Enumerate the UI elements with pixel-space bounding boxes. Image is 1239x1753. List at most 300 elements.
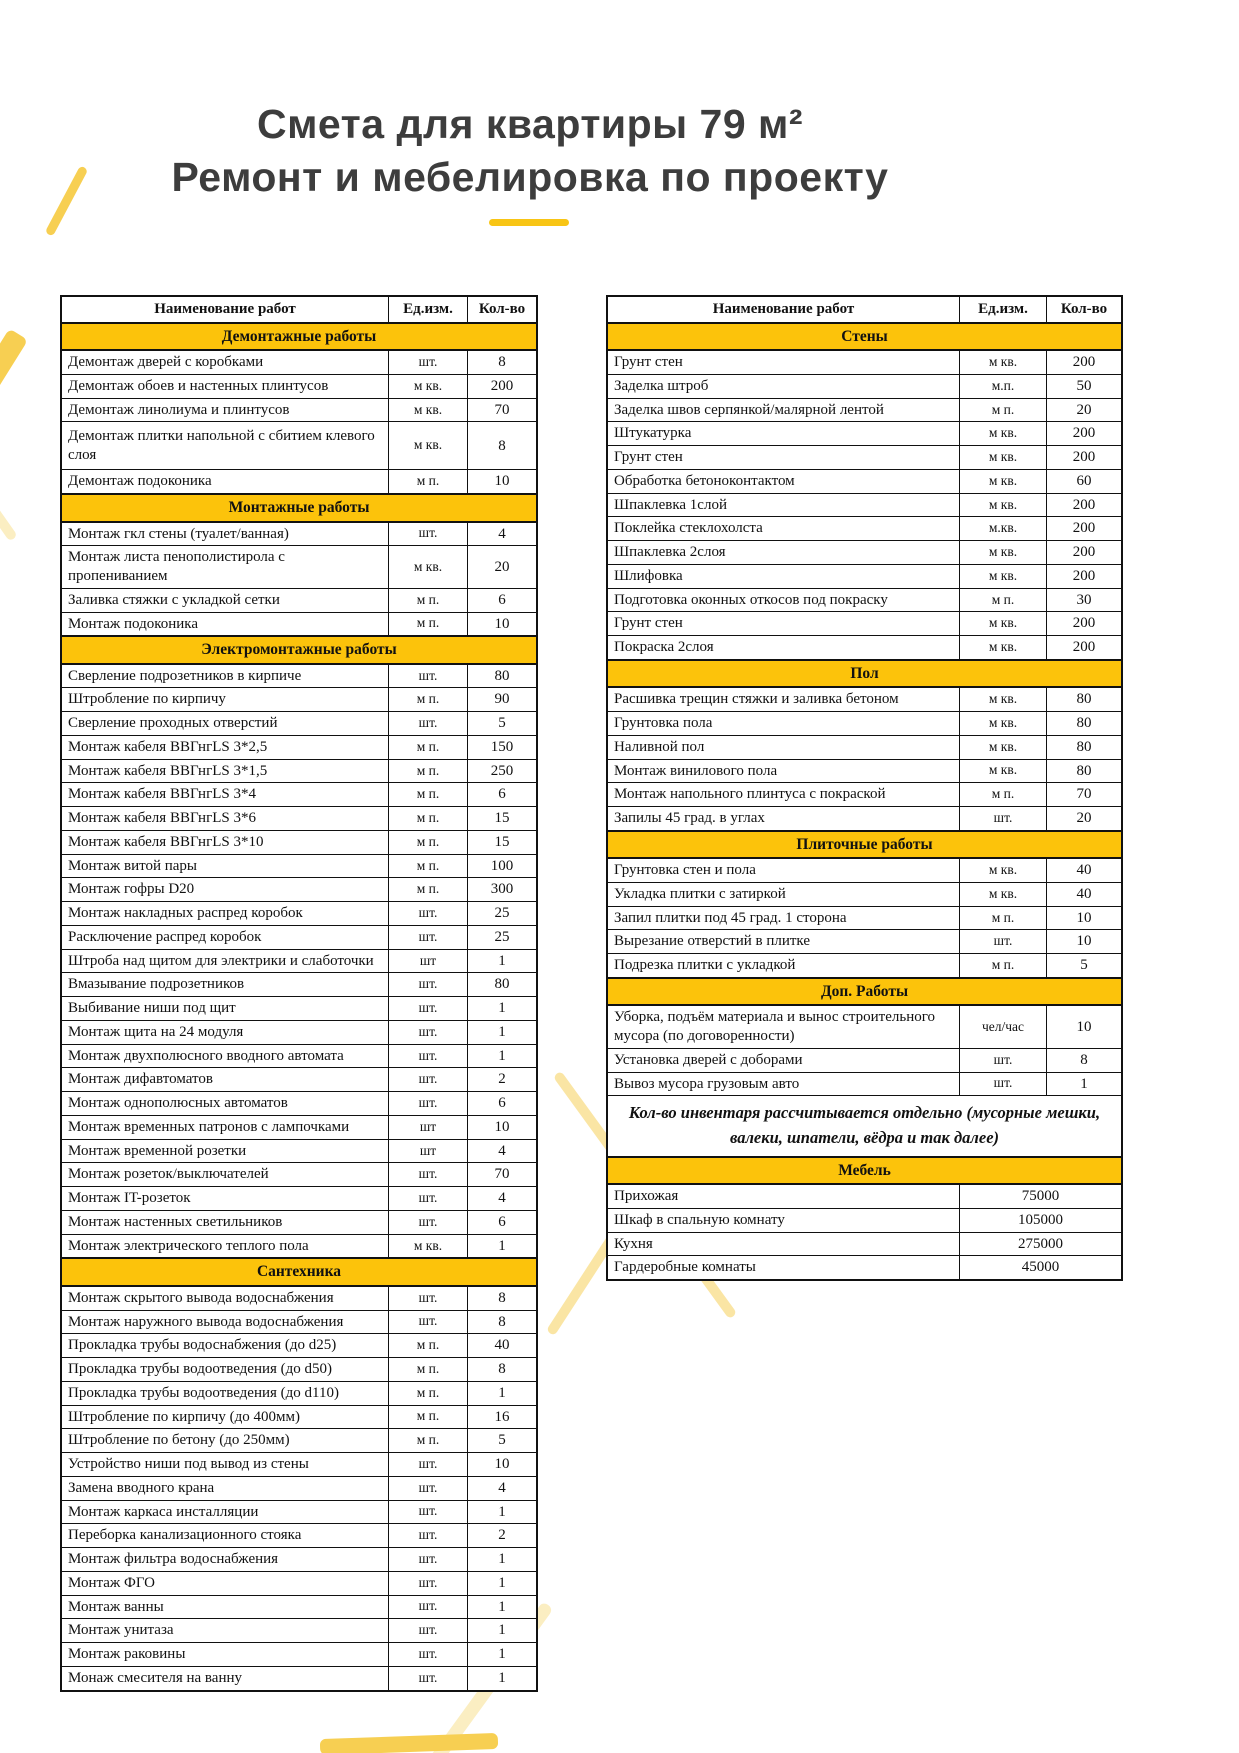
section-header: Монтажные работы: [61, 494, 537, 521]
qty-cell: 1: [468, 1643, 538, 1667]
table-row: [61, 1187, 537, 1211]
unit-cell: шт.: [389, 1453, 468, 1477]
column-header-name: Наименование работ: [61, 296, 389, 323]
table-row: [61, 759, 537, 783]
qty-cell: 8: [468, 1310, 538, 1334]
unit-cell: м кв.: [389, 398, 468, 422]
qty-cell: 8: [1047, 1048, 1123, 1072]
table-row: [61, 925, 537, 949]
unit-cell: шт.: [389, 1548, 468, 1572]
table-row: [61, 735, 537, 759]
unit-cell: шт.: [389, 1595, 468, 1619]
unit-cell: шт.: [389, 1163, 468, 1187]
unit-cell: м п.: [389, 1405, 468, 1429]
section-row: [607, 660, 1122, 687]
table-row: [607, 612, 1122, 636]
work-name-cell: Грунт стен: [607, 446, 960, 470]
unit-cell: м кв.: [960, 541, 1047, 565]
work-name-cell: Монтаж гофры D20: [61, 878, 389, 902]
unit-cell: шт.: [389, 1476, 468, 1500]
unit-cell: шт.: [389, 902, 468, 926]
table-row: [61, 783, 537, 807]
unit-cell: шт.: [389, 925, 468, 949]
qty-cell: 6: [468, 1092, 538, 1116]
table-row: [61, 1500, 537, 1524]
table-row: [607, 564, 1122, 588]
unit-cell: м кв.: [960, 712, 1047, 736]
price-cell: 105000: [960, 1208, 1123, 1232]
work-name-cell: Грунт стен: [607, 612, 960, 636]
qty-cell: 30: [1047, 588, 1123, 612]
work-name-cell: Переборка канализационного стояка: [61, 1524, 389, 1548]
unit-cell: шт.: [960, 1048, 1047, 1072]
section-header: Плиточные работы: [607, 831, 1122, 858]
table-row: [61, 398, 537, 422]
price-cell: 275000: [960, 1232, 1123, 1256]
table-row: [61, 1044, 537, 1068]
work-name-cell: Монтаж фильтра водоснабжения: [61, 1548, 389, 1572]
table-row: [61, 1548, 537, 1572]
table-header-row: [61, 296, 537, 323]
qty-cell: 200: [1047, 636, 1123, 660]
table-row: [61, 470, 537, 494]
work-name-cell: Демонтаж подоконика: [61, 470, 389, 494]
work-name-cell: Монтаж скрытого вывода водоснабжения: [61, 1286, 389, 1310]
unit-cell: шт.: [389, 1020, 468, 1044]
qty-cell: 15: [468, 807, 538, 831]
work-name-cell: Грунтовка стен и пола: [607, 858, 960, 882]
unit-cell: шт.: [389, 1500, 468, 1524]
unit-cell: шт.: [389, 1666, 468, 1690]
table-row: [61, 1429, 537, 1453]
section-header: Доп. Работы: [607, 978, 1122, 1005]
qty-cell: 4: [468, 1139, 538, 1163]
qty-cell: 1: [468, 949, 538, 973]
table-header-row: [607, 296, 1122, 323]
table-row: [607, 712, 1122, 736]
note-row: [607, 1096, 1122, 1157]
unit-cell: м п.: [389, 612, 468, 636]
qty-cell: 1: [468, 1595, 538, 1619]
table-row: [61, 1310, 537, 1334]
qty-cell: 10: [1047, 906, 1123, 930]
table-row: [61, 522, 537, 546]
qty-cell: 10: [1047, 930, 1123, 954]
section-header: Электромонтажные работы: [61, 636, 537, 663]
work-name-cell: Монтаж кабеля ВВГнгLS 3*10: [61, 830, 389, 854]
qty-cell: 70: [468, 398, 538, 422]
unit-cell: м п.: [389, 1381, 468, 1405]
unit-cell: шт.: [389, 1310, 468, 1334]
qty-cell: 200: [1047, 541, 1123, 565]
unit-cell: м кв.: [960, 636, 1047, 660]
qty-cell: 1: [468, 997, 538, 1021]
unit-cell: шт.: [389, 1044, 468, 1068]
unit-cell: м п.: [389, 783, 468, 807]
table-row: [607, 588, 1122, 612]
furniture-row: [607, 1232, 1122, 1256]
qty-cell: 200: [468, 374, 538, 398]
section-row: [61, 1258, 537, 1285]
work-name-cell: Запилы 45 град. в углах: [607, 807, 960, 831]
column-header-unit: Ед.изм.: [960, 296, 1047, 323]
table-row: [61, 1476, 537, 1500]
unit-cell: шт.: [389, 997, 468, 1021]
qty-cell: 80: [468, 973, 538, 997]
furniture-row: [607, 1184, 1122, 1208]
qty-cell: 40: [1047, 858, 1123, 882]
work-name-cell: Монтаж витой пары: [61, 854, 389, 878]
work-name-cell: Монтаж подоконика: [61, 612, 389, 636]
unit-cell: м.кв.: [960, 517, 1047, 541]
work-name-cell: Штробление по кирпичу (до 400мм): [61, 1405, 389, 1429]
table-row: [61, 949, 537, 973]
section-row: [607, 831, 1122, 858]
work-name-cell: Грунт стен: [607, 350, 960, 374]
unit-cell: м кв.: [960, 687, 1047, 711]
table-row: [61, 973, 537, 997]
table-row: [61, 350, 537, 374]
furniture-name-cell: Гардеробные комнаты: [607, 1256, 960, 1280]
unit-cell: м кв.: [960, 493, 1047, 517]
table-row: [61, 1381, 537, 1405]
unit-cell: шт.: [389, 350, 468, 374]
qty-cell: 40: [1047, 882, 1123, 906]
unit-cell: шт.: [960, 1072, 1047, 1096]
unit-cell: шт.: [389, 664, 468, 688]
qty-cell: 20: [468, 546, 538, 589]
table-row: [61, 546, 537, 589]
ribbon-decoration: [320, 1733, 498, 1753]
section-row: [61, 323, 537, 350]
unit-cell: шт.: [389, 1092, 468, 1116]
ribbon-decoration: [0, 488, 18, 541]
estimate-table-left: [60, 295, 538, 1692]
work-name-cell: Штробление по кирпичу: [61, 688, 389, 712]
work-name-cell: Расключение распред коробок: [61, 925, 389, 949]
table-row: [607, 422, 1122, 446]
work-name-cell: Вмазывание подрозетников: [61, 973, 389, 997]
work-name-cell: Заделка швов серпянкой/малярной лентой: [607, 398, 960, 422]
qty-cell: 50: [1047, 374, 1123, 398]
qty-cell: 1: [468, 1666, 538, 1690]
work-name-cell: Демонтаж плитки напольной с сбитием клевого слоя: [61, 422, 389, 470]
qty-cell: 6: [468, 1210, 538, 1234]
unit-cell: чел/час: [960, 1005, 1047, 1048]
work-name-cell: Штробление по бетону (до 250мм): [61, 1429, 389, 1453]
work-name-cell: Монтаж щита на 24 модуля: [61, 1020, 389, 1044]
table-row: [61, 807, 537, 831]
unit-cell: шт.: [389, 1068, 468, 1092]
table-row: [607, 374, 1122, 398]
qty-cell: 4: [468, 1476, 538, 1500]
section-row: [607, 323, 1122, 350]
unit-cell: м кв.: [389, 546, 468, 589]
table-row: [61, 902, 537, 926]
unit-cell: м п.: [389, 878, 468, 902]
unit-cell: шт.: [389, 1286, 468, 1310]
table-row: [61, 1405, 537, 1429]
work-name-cell: Монтаж накладных распред коробок: [61, 902, 389, 926]
section-header: Стены: [607, 323, 1122, 350]
unit-cell: м п.: [389, 588, 468, 612]
unit-cell: м п.: [389, 1358, 468, 1382]
qty-cell: 2: [468, 1068, 538, 1092]
table-row: [61, 422, 537, 470]
unit-cell: м п.: [960, 906, 1047, 930]
unit-cell: шт.: [960, 807, 1047, 831]
work-name-cell: Заливка стяжки с укладкой сетки: [61, 588, 389, 612]
qty-cell: 25: [468, 925, 538, 949]
work-name-cell: Грунтовка пола: [607, 712, 960, 736]
unit-cell: м кв.: [389, 1234, 468, 1258]
table-row: [61, 1619, 537, 1643]
column-header-unit: Ед.изм.: [389, 296, 468, 323]
table-row: [61, 1595, 537, 1619]
qty-cell: 100: [468, 854, 538, 878]
qty-cell: 250: [468, 759, 538, 783]
work-name-cell: Сверление подрозетников в кирпиче: [61, 664, 389, 688]
work-name-cell: Заделка штроб: [607, 374, 960, 398]
table-row: [607, 759, 1122, 783]
unit-cell: шт.: [389, 1524, 468, 1548]
qty-cell: 25: [468, 902, 538, 926]
work-name-cell: Устройство ниши под вывод из стены: [61, 1453, 389, 1477]
qty-cell: 80: [1047, 735, 1123, 759]
furniture-row: [607, 1208, 1122, 1232]
work-name-cell: Монтаж унитаза: [61, 1619, 389, 1643]
table-row: [607, 783, 1122, 807]
unit-cell: м п.: [389, 1334, 468, 1358]
table-row: [61, 830, 537, 854]
unit-cell: м п.: [389, 759, 468, 783]
work-name-cell: Монтаж однополюсных автоматов: [61, 1092, 389, 1116]
work-name-cell: Монтаж листа пенополистирола с пропениванием: [61, 546, 389, 589]
unit-cell: м п.: [389, 1429, 468, 1453]
furniture-name-cell: Кухня: [607, 1232, 960, 1256]
table-row: [61, 854, 537, 878]
column-header-qty: Кол-во: [1047, 296, 1123, 323]
table-row: [61, 1358, 537, 1382]
title-underline-decoration: [489, 219, 569, 226]
unit-cell: шт.: [389, 1187, 468, 1211]
work-name-cell: Штукатурка: [607, 422, 960, 446]
table-row: [61, 1020, 537, 1044]
qty-cell: 300: [468, 878, 538, 902]
qty-cell: 8: [468, 350, 538, 374]
table-row: [607, 446, 1122, 470]
unit-cell: шт.: [960, 930, 1047, 954]
work-name-cell: Демонтаж линолиума и плинтусов: [61, 398, 389, 422]
qty-cell: 1: [468, 1020, 538, 1044]
qty-cell: 1: [468, 1548, 538, 1572]
table-row: [61, 712, 537, 736]
unit-cell: м кв.: [960, 612, 1047, 636]
unit-cell: м кв.: [389, 374, 468, 398]
table-row: [61, 1234, 537, 1258]
table-row: [61, 878, 537, 902]
unit-cell: шт: [389, 1115, 468, 1139]
work-name-cell: Прокладка трубы водоснабжения (до d25): [61, 1334, 389, 1358]
furniture-name-cell: Прихожая: [607, 1184, 960, 1208]
table-row: [61, 1524, 537, 1548]
work-name-cell: Укладка плитки с затиркой: [607, 882, 960, 906]
page-title-line2: Ремонт и мебелировка по проекту: [171, 154, 889, 201]
qty-cell: 80: [468, 664, 538, 688]
qty-cell: 8: [468, 1358, 538, 1382]
unit-cell: м п.: [389, 854, 468, 878]
work-name-cell: Шпаклевка 2слоя: [607, 541, 960, 565]
unit-cell: шт.: [389, 1619, 468, 1643]
table-row: [61, 1163, 537, 1187]
inventory-note: Кол-во инвентаря рассчитывается отдельно (мусорные мешки, валеки, шпатели, вёдра и так далее): [607, 1096, 1122, 1157]
work-name-cell: Монтаж розеток/выключателей: [61, 1163, 389, 1187]
qty-cell: 90: [468, 688, 538, 712]
table-row: [607, 1048, 1122, 1072]
work-name-cell: Сверление проходных отверстий: [61, 712, 389, 736]
page-title: [0, 98, 1060, 205]
qty-cell: 10: [468, 1453, 538, 1477]
work-name-cell: Монтаж кабеля ВВГнгLS 3*1,5: [61, 759, 389, 783]
qty-cell: 200: [1047, 350, 1123, 374]
table-row: [607, 930, 1122, 954]
work-name-cell: Монтаж ванны: [61, 1595, 389, 1619]
unit-cell: шт.: [389, 712, 468, 736]
table-row: [607, 636, 1122, 660]
table-row: [61, 1115, 537, 1139]
work-name-cell: Монтаж ФГО: [61, 1571, 389, 1595]
qty-cell: 70: [468, 1163, 538, 1187]
unit-cell: шт.: [389, 1643, 468, 1667]
section-header: Пол: [607, 660, 1122, 687]
table-row: [61, 1286, 537, 1310]
table-row: [61, 1092, 537, 1116]
qty-cell: 6: [468, 783, 538, 807]
work-name-cell: Обработка бетоноконтактом: [607, 469, 960, 493]
qty-cell: 20: [1047, 807, 1123, 831]
estimate-table-right: [606, 295, 1123, 1281]
work-name-cell: Монтаж кабеля ВВГнгLS 3*4: [61, 783, 389, 807]
table-row: [61, 1334, 537, 1358]
table-row: [61, 612, 537, 636]
work-name-cell: Монтаж наружного вывода водоснабжения: [61, 1310, 389, 1334]
furniture-row: [607, 1256, 1122, 1280]
unit-cell: м кв.: [960, 469, 1047, 493]
qty-cell: 60: [1047, 469, 1123, 493]
unit-cell: шт.: [389, 973, 468, 997]
work-name-cell: Запил плитки под 45 град. 1 сторона: [607, 906, 960, 930]
table-row: [61, 688, 537, 712]
work-name-cell: Демонтаж обоев и настенных плинтусов: [61, 374, 389, 398]
unit-cell: м п.: [389, 735, 468, 759]
table-row: [607, 350, 1122, 374]
qty-cell: 1: [468, 1500, 538, 1524]
qty-cell: 5: [468, 1429, 538, 1453]
qty-cell: 10: [468, 470, 538, 494]
unit-cell: м п.: [960, 783, 1047, 807]
work-name-cell: Монтаж дифавтоматов: [61, 1068, 389, 1092]
work-name-cell: Монтаж напольного плинтуса с покраской: [607, 783, 960, 807]
qty-cell: 8: [468, 1286, 538, 1310]
unit-cell: м кв.: [960, 858, 1047, 882]
qty-cell: 70: [1047, 783, 1123, 807]
ribbon-decoration: [0, 328, 28, 409]
table-row: [607, 541, 1122, 565]
work-name-cell: Монтаж временной розетки: [61, 1139, 389, 1163]
unit-cell: м п.: [389, 807, 468, 831]
section-header: Демонтажные работы: [61, 323, 537, 350]
section-header: Мебель: [607, 1157, 1122, 1184]
table-row: [607, 735, 1122, 759]
qty-cell: 200: [1047, 612, 1123, 636]
unit-cell: м кв.: [960, 564, 1047, 588]
column-header-qty: Кол-во: [468, 296, 538, 323]
section-row: [607, 978, 1122, 1005]
work-name-cell: Прокладка трубы водоотведения (до d50): [61, 1358, 389, 1382]
table-row: [61, 1571, 537, 1595]
unit-cell: м кв.: [960, 422, 1047, 446]
qty-cell: 5: [468, 712, 538, 736]
work-name-cell: Шпаклевка 1слой: [607, 493, 960, 517]
table-row: [607, 493, 1122, 517]
qty-cell: 1: [468, 1571, 538, 1595]
table-row: [607, 807, 1122, 831]
qty-cell: 200: [1047, 493, 1123, 517]
qty-cell: 15: [468, 830, 538, 854]
table-row: [607, 858, 1122, 882]
work-name-cell: Монтаж двухполюсного вводного автомата: [61, 1044, 389, 1068]
qty-cell: 1: [468, 1044, 538, 1068]
unit-cell: м п.: [960, 398, 1047, 422]
section-row: [607, 1157, 1122, 1184]
unit-cell: м п.: [389, 688, 468, 712]
work-name-cell: Монтаж временных патронов с лампочками: [61, 1115, 389, 1139]
work-name-cell: Вырезание отверстий в плитке: [607, 930, 960, 954]
qty-cell: 5: [1047, 954, 1123, 978]
section-row: [61, 494, 537, 521]
unit-cell: шт.: [389, 1571, 468, 1595]
work-name-cell: Подготовка оконных откосов под покраску: [607, 588, 960, 612]
qty-cell: 200: [1047, 446, 1123, 470]
table-row: [61, 1643, 537, 1667]
work-name-cell: Монтаж гкл стены (туалет/ванная): [61, 522, 389, 546]
table-row: [61, 1453, 537, 1477]
unit-cell: шт: [389, 1139, 468, 1163]
work-name-cell: Подрезка плитки с укладкой: [607, 954, 960, 978]
unit-cell: м кв.: [960, 735, 1047, 759]
work-name-cell: Штроба над щитом для электрики и слаботочки: [61, 949, 389, 973]
unit-cell: шт.: [389, 1210, 468, 1234]
table-row: [607, 954, 1122, 978]
unit-cell: м кв.: [960, 882, 1047, 906]
section-row: [61, 636, 537, 663]
column-header-name: Наименование работ: [607, 296, 960, 323]
work-name-cell: Монтаж кабеля ВВГнгLS 3*2,5: [61, 735, 389, 759]
table-row: [61, 1068, 537, 1092]
qty-cell: 1: [1047, 1072, 1123, 1096]
table-row: [607, 398, 1122, 422]
qty-cell: 1: [468, 1381, 538, 1405]
table-row: [61, 1210, 537, 1234]
qty-cell: 4: [468, 522, 538, 546]
table-row: [607, 687, 1122, 711]
work-name-cell: Выбивание ниши под щит: [61, 997, 389, 1021]
work-name-cell: Монтаж IT-розеток: [61, 1187, 389, 1211]
qty-cell: 80: [1047, 687, 1123, 711]
table-row: [61, 1666, 537, 1690]
table-row: [607, 517, 1122, 541]
unit-cell: м п.: [960, 588, 1047, 612]
